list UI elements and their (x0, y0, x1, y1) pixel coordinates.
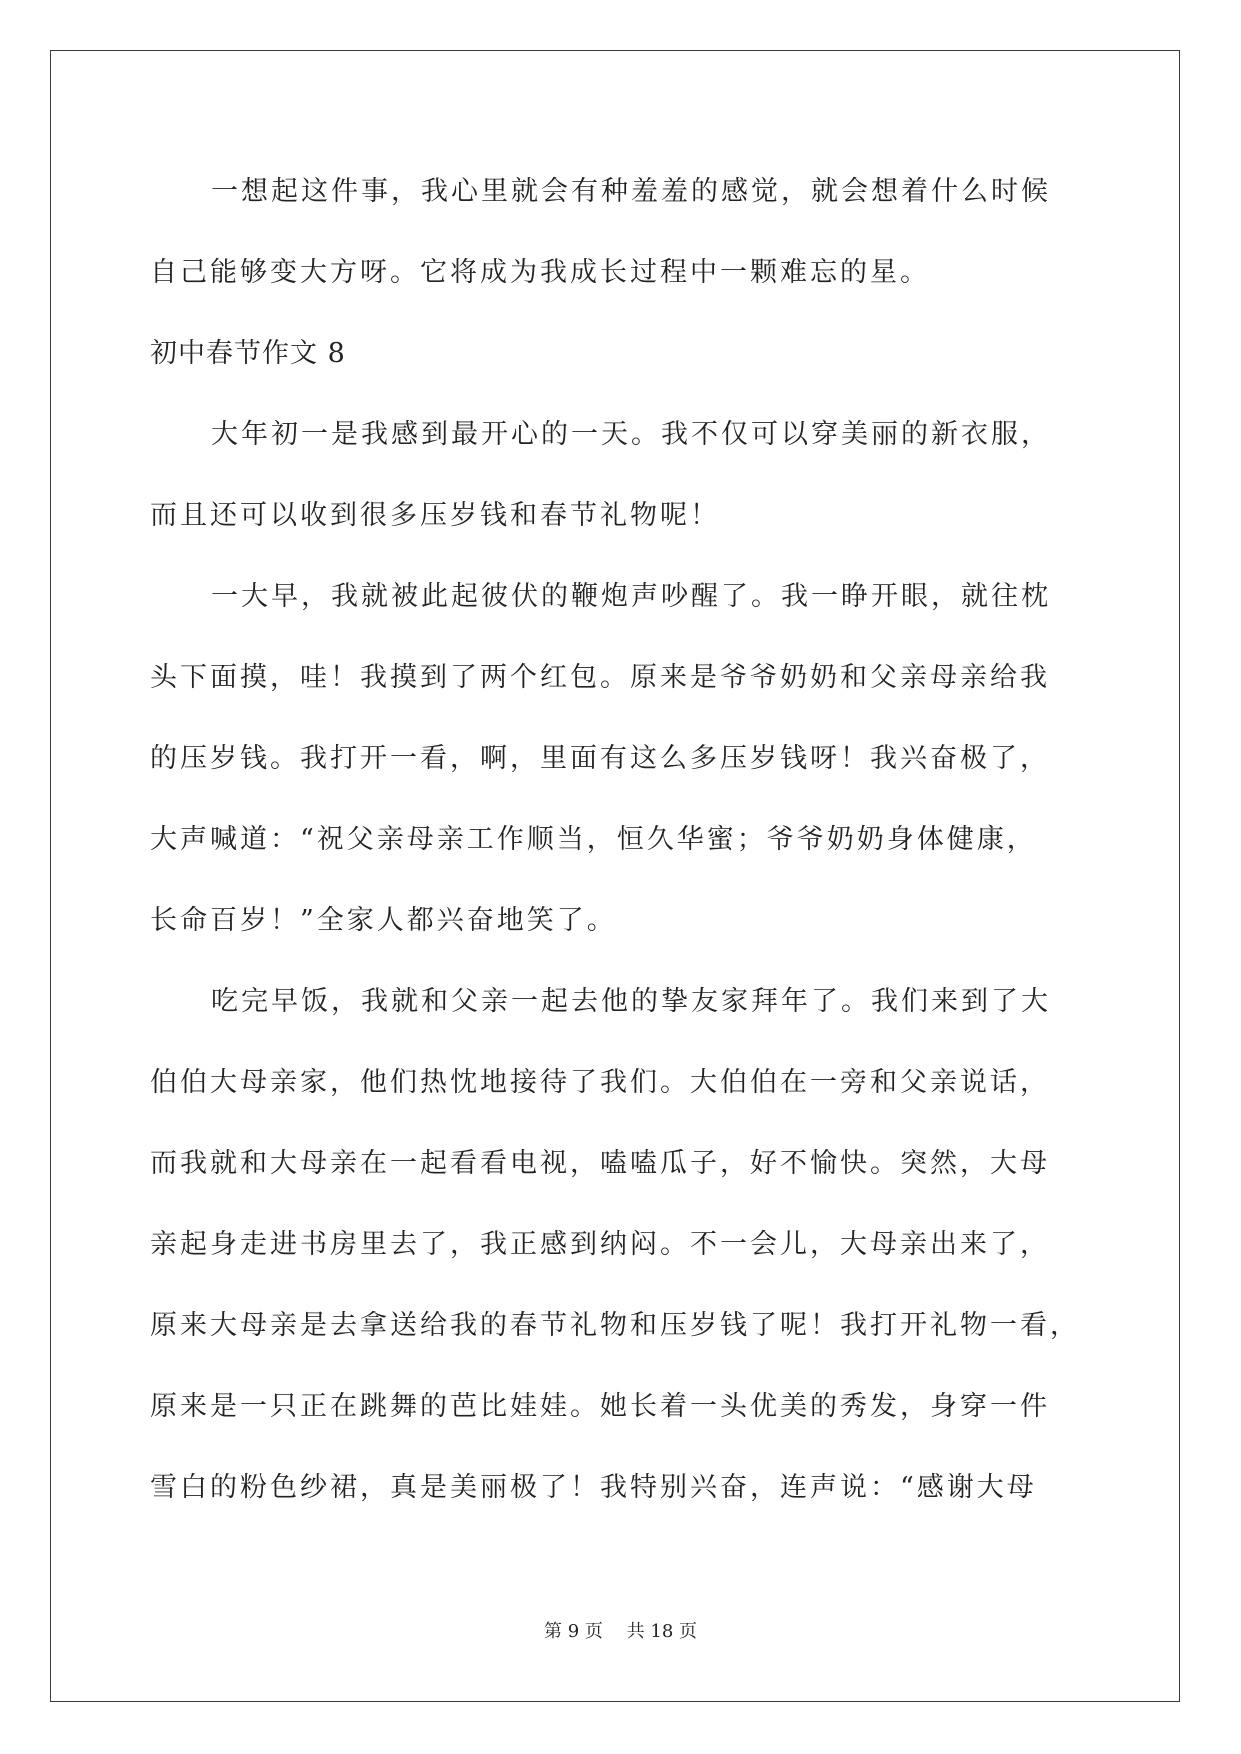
paragraph-line: 雪白的粉色纱裙，真是美丽极了！我特别兴奋，连声说：“感谢大母 (150, 1472, 1037, 1503)
paragraph-line: 原来大母亲是去拿送给我的春节礼物和压岁钱了呢！我打开礼物一看， (150, 1310, 1080, 1341)
paragraph-line: 大声喊道：“祝父亲母亲工作顺当，恒久华蜜；爷爷奶奶身体健康， (150, 824, 1037, 855)
paragraph-line: 的压岁钱。我打开一看，啊，里面有这么多压岁钱呀！我兴奋极了， (150, 743, 1050, 774)
paragraph-line: 吃完早饭，我就和父亲一起去他的挚友家拜年了。我们来到了大 (211, 986, 1051, 1017)
page-number: 第 9 页 (544, 1621, 603, 1642)
paragraph-line: 头下面摸，哇！我摸到了两个红包。原来是爷爷奶奶和父亲母亲给我 (150, 662, 1050, 693)
paragraph-line: 亲起身走进书房里去了，我正感到纳闷。不一会儿，大母亲出来了， (150, 1229, 1050, 1260)
paragraph-line: 长命百岁！”全家人都兴奋地笑了。 (150, 905, 617, 936)
paragraph-line: 大年初一是我感到最开心的一天。我不仅可以穿美丽的新衣服， (211, 419, 1051, 450)
paragraph-line: 而我就和大母亲在一起看看电视，嗑嗑瓜子，好不愉快。突然，大母 (150, 1148, 1050, 1179)
section-heading: 初中春节作文 8 (150, 338, 346, 369)
paragraph-line: 一想起这件事，我心里就会有种羞羞的感觉，就会想着什么时候 (211, 176, 1051, 207)
paragraph-line: 而且还可以收到很多压岁钱和春节礼物呢！ (150, 500, 720, 531)
page-total: 共 18 页 (626, 1621, 697, 1642)
paragraph-line: 原来是一只正在跳舞的芭比娃娃。她长着一头优美的秀发，身穿一件 (150, 1391, 1050, 1422)
paragraph-line: 一大早，我就被此起彼伏的鞭炮声吵醒了。我一睁开眼，就往枕 (211, 581, 1051, 612)
page-footer (0, 1617, 1241, 1643)
document-body (150, 165, 1110, 1542)
paragraph-line: 自己能够变大方呀。它将成为我成长过程中一颗难忘的星。 (150, 257, 930, 288)
paragraph-line: 伯伯大母亲家，他们热忱地接待了我们。大伯伯在一旁和父亲说话， (150, 1067, 1050, 1098)
